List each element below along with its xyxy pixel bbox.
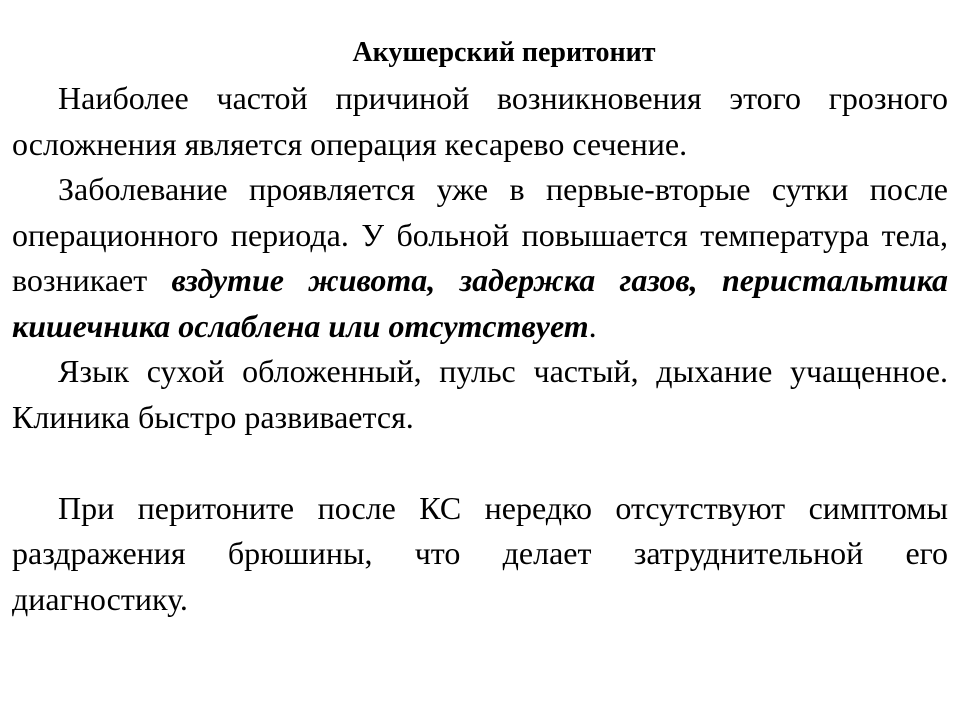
- paragraph-symptoms: [12, 167, 948, 349]
- symptoms-text: Заболевание проявляется уже в первые-вторые сутки после операционного периода. У больной повышается температура тела, возникает: [12, 171, 948, 298]
- slide-body: [12, 76, 948, 622]
- page-title: Акушерский перитонит: [352, 37, 656, 68]
- symptoms-end: .: [588, 307, 597, 344]
- paragraph-diagnosis: При перитоните после КС нередко отсутствуют симптомы раздражения брюшины, что делает затруднительной его диагностику.: [12, 489, 948, 617]
- symptoms-emphasis: вздутие живота, задержка газов, перистальтика кишечника ослаблена или отсутствует: [12, 262, 949, 344]
- paragraph-cause: Наиболее частой причиной возникновения этого грозного осложнения является операция кесарево сечение.: [12, 80, 948, 162]
- paragraph-clinic: Язык сухой обложенный, пульс частый, дыхание учащенное. Клиника быстро развивается.: [12, 353, 948, 435]
